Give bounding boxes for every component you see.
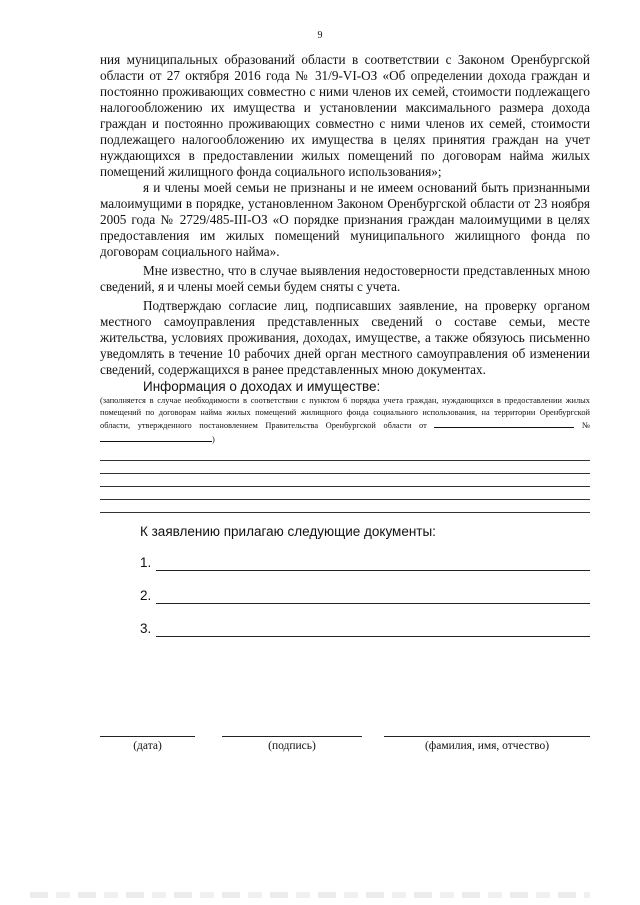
signature-block [100, 730, 590, 770]
decree-number-sign: № [582, 421, 591, 430]
full-name-label: (фамилия, имя, отчество) [424, 740, 550, 752]
full-name-field [384, 730, 590, 752]
page-number: 9 [317, 30, 323, 41]
income-info-note-text: (заполняется в случае необходимости в соответствии с пунктом 6 порядка учета граждан, нуждающихся в предоставлении жилых помещений по договорам найма жилых помещений жилищного фонда социального использования, на территории Оренбургской области, утвержденного постановлением Правительства Оренбургской области от [100, 396, 590, 430]
income-info-line[interactable] [100, 461, 590, 474]
scan-artifact [30, 892, 590, 898]
paragraph-consent: Подтверждаю согласие лиц, подписавших заявление, на проверку органом местного самоуправления представленных сведений о составе семьи, месте жительства, условиях проживания, доходах, имуществе, а также обязуюсь письменно уведомлять в течение 10 рабочих дней орган местного самоуправления об изменении сведений, содержащихся в ранее представленных мною документах. [100, 298, 590, 377]
date-label: (дата) [133, 740, 162, 752]
signature-field [222, 730, 362, 752]
document-number: 3. [140, 621, 152, 636]
income-info-lines [100, 448, 590, 513]
signature-line[interactable] [222, 730, 362, 737]
date-field [100, 730, 195, 752]
document-row [140, 587, 590, 604]
attached-documents-heading: К заявлению прилагаю следующие документы: [140, 524, 436, 539]
date-line[interactable] [100, 730, 195, 737]
signature-label: (подпись) [268, 740, 316, 752]
income-info-note [100, 395, 590, 445]
income-info-line[interactable] [100, 500, 590, 513]
paragraph-false-info-warning: Мне известно, что в случае выявления недостоверности представленных мною сведений, я и члены моей семьи будем сняты с учета. [100, 263, 590, 294]
document-number: 1. [140, 555, 152, 570]
document-entry-line[interactable] [156, 589, 590, 604]
decree-date-blank[interactable] [434, 418, 574, 428]
document-row [140, 620, 590, 637]
note-close-paren: ) [212, 434, 215, 444]
document-body [100, 52, 590, 637]
paragraph-law-reference: ния муниципальных образований области в соответствии с Законом Оренбургской области от 27 октября 2016 года № 31/9-VI-ОЗ «Об определении дохода граждан и постоянно проживающих совместно с ними членов их семей, стоимости подлежащего налогообложению их имущества и установлении максимального размера дохода граждан и постоянно проживающих совместно с ними членов их семей, стоимости подлежащего налогообложению их имущества в целях принятия граждан на учет нуждающихся в предоставлении жилых помещений по договорам найма жилых помещений жилищного фонда социального использования»; [100, 52, 590, 179]
document-entry-line[interactable] [156, 622, 590, 637]
document-entry-line[interactable] [156, 556, 590, 571]
full-name-line[interactable] [384, 730, 590, 737]
income-info-heading: Информация о доходах и имуществе: [143, 379, 381, 394]
paragraph-not-low-income: я и члены моей семьи не признаны и не имеем оснований быть признанными малоимущими в порядке, установленном Законом Оренбургской области от 23 ноября 2005 года № 2729/485-III-ОЗ «О порядке признания граждан малоимущими в целях предоставления им жилых помещений муниципального жилищного фонда по договорам социального найма». [100, 180, 590, 259]
document-number: 2. [140, 588, 152, 603]
decree-number-blank[interactable] [100, 432, 212, 442]
income-info-line[interactable] [100, 487, 590, 500]
income-info-line[interactable] [100, 448, 590, 461]
document-row [140, 554, 590, 571]
income-info-line[interactable] [100, 474, 590, 487]
